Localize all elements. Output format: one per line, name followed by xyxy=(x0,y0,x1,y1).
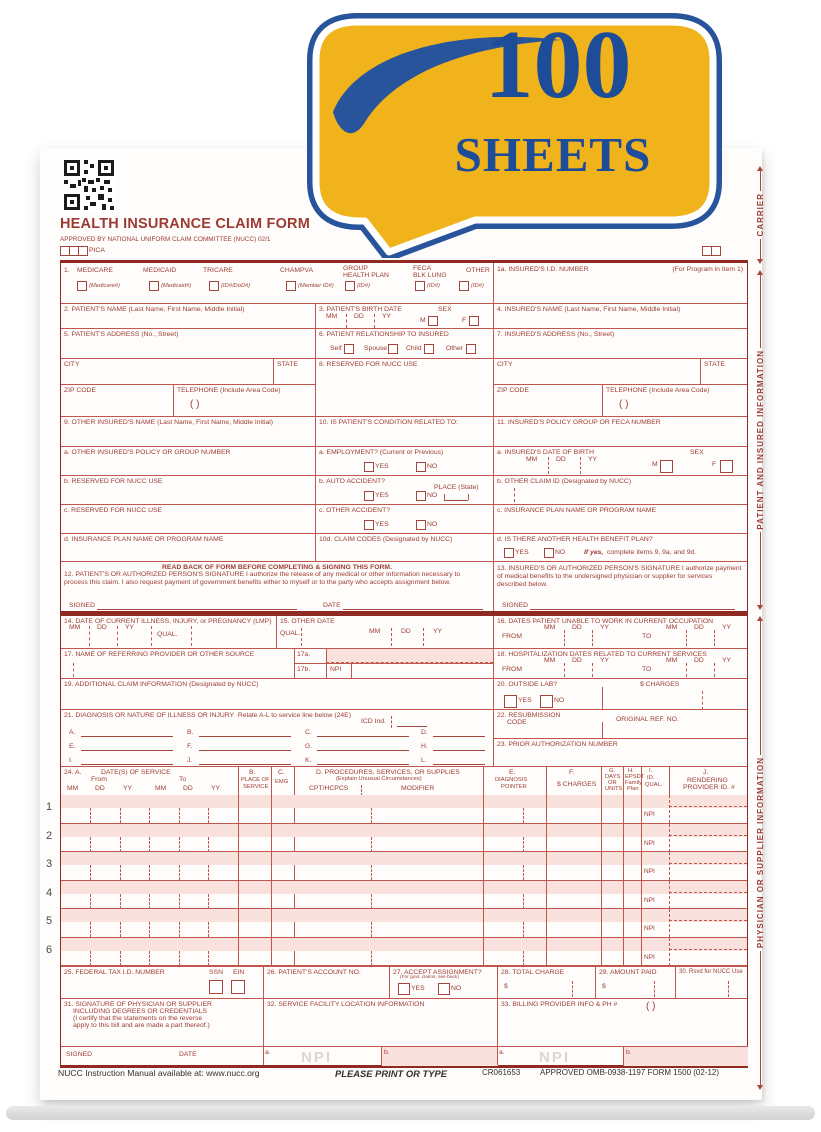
another-plan-yes-checkbox[interactable] xyxy=(504,548,514,558)
box-17b-npi[interactable]: NPI xyxy=(326,663,493,678)
service-row-shade xyxy=(61,824,747,837)
assignment-yes-checkbox[interactable] xyxy=(398,983,410,995)
telephone-field-left[interactable]: TELEPHONE (Include Area Code) ( ) xyxy=(173,384,315,416)
carrier-strip xyxy=(751,166,769,264)
box-26-patient-account[interactable]: 26. PATIENT'S ACCOUNT NO. xyxy=(263,966,389,998)
rel-self-checkbox[interactable] xyxy=(344,344,354,354)
sex-f-checkbox[interactable] xyxy=(469,316,479,326)
service-row-shade xyxy=(61,881,747,894)
insured-signature-line[interactable] xyxy=(530,609,735,610)
npi-label: NPI xyxy=(644,811,655,818)
box-11a-insured-birth: a. INSURED'S DATE OF BIRTH MM DD YY SEX M F xyxy=(493,446,747,475)
box-8-reserved: 8. RESERVED FOR NUCC USE xyxy=(315,358,493,416)
box-14-current-illness-date: 14. DATE OF CURRENT ILLNESS, INJURY, or PREGNANCY (LMP) MM DD YY QUAL. xyxy=(61,616,276,648)
box-22-resubmission[interactable]: 22. RESUBMISSION CODE ORIGINAL REF. NO. xyxy=(493,709,747,738)
npi-label: NPI xyxy=(644,953,655,961)
box-9d-plan-name[interactable]: d. INSURANCE PLAN NAME OR PROGRAM NAME xyxy=(61,533,315,561)
dx-line-a[interactable] xyxy=(81,736,173,737)
service-line-row[interactable] xyxy=(46,909,747,938)
service-row-number: 3 xyxy=(46,858,53,870)
service-line-row[interactable] xyxy=(46,795,747,824)
footer-manual: NUCC Instruction Manual available at: www.nucc.org xyxy=(58,1068,260,1078)
dx-line-c[interactable] xyxy=(317,736,409,737)
sex-m-checkbox[interactable] xyxy=(428,316,438,326)
medicare-checkbox[interactable] xyxy=(77,281,87,291)
rel-child-checkbox[interactable] xyxy=(424,344,434,354)
city-field-left[interactable]: CITY xyxy=(61,358,273,384)
box-15-other-date: 15. OTHER DATE QUAL. MM DD YY xyxy=(276,616,493,648)
outside-lab-no-checkbox[interactable] xyxy=(540,695,553,708)
box-9c-reserved: c. RESERVED FOR NUCC USE xyxy=(61,504,315,533)
box-9b-reserved: b. RESERVED FOR NUCC USE xyxy=(61,475,315,504)
other-insurance-checkbox[interactable] xyxy=(459,281,469,291)
box-10b-auto-accident: b. AUTO ACCIDENT? PLACE (State) YES NO xyxy=(315,475,493,504)
employment-no-checkbox[interactable] xyxy=(416,462,426,472)
physician-supplier-strip xyxy=(751,616,769,1090)
claim-form-sheet xyxy=(40,148,762,1100)
box-4-insured-name[interactable]: 4. INSURED'S NAME (Last Name, First Name, Middle Initial) xyxy=(493,303,747,328)
box-11c-plan-name[interactable]: c. INSURANCE PLAN NAME OR PROGRAM NAME xyxy=(493,504,747,533)
claim-form-grid xyxy=(46,260,748,1068)
footer-print-or-type: PLEASE PRINT OR TYPE xyxy=(335,1068,447,1079)
patient-signature-line[interactable] xyxy=(97,609,297,610)
npi-watermark: NPI xyxy=(539,1049,571,1066)
dx-line-f[interactable] xyxy=(199,750,291,751)
box-5-patient-address[interactable]: 5. PATIENT'S ADDRESS (No., Street) xyxy=(61,328,315,358)
dx-line-g[interactable] xyxy=(317,750,409,751)
service-row-number: 6 xyxy=(46,943,53,956)
box-18-hospitalization-dates: 18. HOSPITALIZATION DATES RELATED TO CURRENT SERVICES MM DD YY MM DD YY FROM TO xyxy=(493,648,747,678)
npi-label: NPI xyxy=(644,839,655,847)
footer-approved: APPROVED OMB-0938-1197 FORM 1500 (02-12) xyxy=(540,1068,720,1077)
box-27-accept-assignment: 27. ACCEPT ASSIGNMENT? (For govt. claims, see back) YES NO xyxy=(389,966,497,998)
patient-insured-label: PATIENT AND INSURED INFORMATION xyxy=(755,350,765,530)
approved-line: APPROVED BY NATIONAL UNIFORM CLAIM COMMITTEE (NUCC) 02/1 xyxy=(60,236,271,243)
carrier-label: CARRIER xyxy=(755,193,765,237)
pica-checkbox[interactable] xyxy=(78,246,88,256)
dx-line-i[interactable] xyxy=(81,764,173,765)
box-12-patient-signature: READ BACK OF FORM BEFORE COMPLETING & SIGNING THIS FORM. 12. PATIENT'S OR AUTHORIZED PERSON'S SIGNATURE I authorize the release of any medical or other information necessary to process this claim. I also request payment of government benefits either to myself or to the party who accepts assignment below. SIGNED DATE xyxy=(61,561,493,611)
auto-accident-no-checkbox[interactable] xyxy=(416,491,426,501)
box-33a-npi[interactable]: a. NPI xyxy=(497,1046,623,1066)
box-21-diagnosis: 21. DIAGNOSIS OR NATURE OF ILLNESS OR INJURY Relate A-L to service line below (24E) ICD Ind. A. B. C. D. E. F. G. H. I. J. K. L. xyxy=(61,709,493,766)
box-9-other-insured-name[interactable]: 9. OTHER INSURED'S NAME (Last Name, First Name, Middle Initial) xyxy=(61,416,315,446)
npi-watermark: NPI xyxy=(301,1049,333,1066)
box-11b-other-claim-id[interactable]: b. OTHER CLAIM ID (Designated by NUCC) xyxy=(493,475,747,504)
badge-unit: SHEETS xyxy=(454,127,652,182)
service-row-number: 2 xyxy=(46,829,53,842)
box-23-prior-authorization[interactable]: 23. PRIOR AUTHORIZATION NUMBER xyxy=(493,738,747,766)
service-row-number: 1 xyxy=(46,801,53,813)
rel-spouse-checkbox[interactable] xyxy=(388,344,398,354)
box-17b-field: 17b. xyxy=(294,663,326,678)
sheet-count-badge xyxy=(303,0,750,258)
box-10c-other-accident: c. OTHER ACCIDENT? YES NO xyxy=(315,504,493,533)
arrow-down-icon xyxy=(757,605,763,610)
qr-code xyxy=(62,158,116,212)
state-field-right[interactable]: STATE xyxy=(700,358,747,384)
ssn-checkbox[interactable] xyxy=(209,980,223,994)
physician-supplier-label: PHYSICIAN OR SUPPLIER INFORMATION xyxy=(755,757,765,949)
box-29-amount-paid[interactable]: 29. AMOUNT PAID $ xyxy=(595,966,675,998)
box-7-insured-address[interactable]: 7. INSURED'S ADDRESS (No., Street) xyxy=(493,328,747,358)
box-19-additional-claim-info[interactable]: 19. ADDITIONAL CLAIM INFORMATION (Designated by NUCC) xyxy=(61,678,493,709)
box-16-unable-to-work: 16. DATES PATIENT UNABLE TO WORK IN CURRENT OCCUPATION MM DD YY MM DD YY FROM TO xyxy=(493,616,747,648)
rel-other-checkbox[interactable] xyxy=(466,344,476,354)
service-line-row[interactable] xyxy=(46,881,747,910)
dx-line-h[interactable] xyxy=(433,750,485,751)
box-28-total-charge[interactable]: 28. TOTAL CHARGE $ xyxy=(497,966,595,998)
box-1a-insured-id[interactable]: 1a. INSURED'S I.D. NUMBER (For Program in Item 1) xyxy=(493,263,747,303)
box-32-service-facility: 32. SERVICE FACILITY LOCATION INFORMATION a. NPI b. xyxy=(263,998,497,1065)
box-10a-employment: a. EMPLOYMENT? (Current or Previous) YES NO xyxy=(315,446,493,475)
box-11-policy-group[interactable]: 11. INSURED'S POLICY GROUP OR FECA NUMBER xyxy=(493,416,747,446)
service-row-shade xyxy=(61,909,747,922)
group-health-plan-checkbox[interactable] xyxy=(345,281,355,291)
box-20-outside-lab: 20. OUTSIDE LAB? $ CHARGES YES NO xyxy=(493,678,747,709)
box-10d-claim-codes[interactable]: 10d. CLAIM CODES (Designated by NUCC) xyxy=(315,533,493,561)
box-24-header: 24. A. DATE(S) OF SERVICE From To MM DD YY MM DD YY B. PLACE OF SERVICE C. EMG D. PROCEDURES, SERVICES, OR SUPPLIES (Explain Unusual Circumstances) CPT/HCPCS MODIFIER E. DIAGNOSIS POINTER F. $ CHARGES G. DAYS OR UNITS H. EPSDT Family Plan I. ID. QUAL. J. RENDERING PROVIDER ID. # xyxy=(61,766,747,795)
box-33-billing-provider: 33. BILLING PROVIDER INFO & PH # ( ) a. NPI b. xyxy=(497,998,747,1065)
insured-sex-m-checkbox[interactable] xyxy=(660,460,673,473)
form-title: HEALTH INSURANCE CLAIM FORM xyxy=(60,216,311,232)
npi-label: NPI xyxy=(644,925,655,932)
tricare-checkbox[interactable] xyxy=(209,281,219,291)
telephone-field-right[interactable]: TELEPHONE (Include Area Code) ( ) xyxy=(602,384,747,416)
service-row-number: 4 xyxy=(46,886,53,899)
service-row-number: 5 xyxy=(46,915,53,927)
box-9a-policy-number[interactable]: a. OTHER INSURED'S POLICY OR GROUP NUMBER xyxy=(61,446,315,475)
box-31-physician-signature: 31. SIGNATURE OF PHYSICIAN OR SUPPLIER INCLUDING DEGREES OR CREDENTIALS (I certify that the statements on the reverse apply to this bill and are made a part thereof.) SIGNED DATE xyxy=(61,998,263,1065)
employment-yes-checkbox[interactable] xyxy=(364,462,374,472)
box-6-relationship: 6. PATIENT RELATIONSHIP TO INSURED Self Spouse Child Other xyxy=(315,328,493,358)
box-32a-npi[interactable]: a. NPI xyxy=(263,1046,381,1066)
patient-signature-date-line[interactable] xyxy=(343,609,483,610)
arrow-down-icon xyxy=(757,1085,763,1090)
dx-line-j[interactable] xyxy=(199,764,291,765)
other-accident-yes-checkbox[interactable] xyxy=(364,520,374,530)
feca-checkbox[interactable] xyxy=(415,281,425,291)
auto-accident-yes-checkbox[interactable] xyxy=(364,491,374,501)
dx-line-l[interactable] xyxy=(433,764,485,765)
box-17-referring-provider[interactable]: 17. NAME OF REFERRING PROVIDER OR OTHER SOURCE xyxy=(61,648,294,678)
box-17a-value[interactable] xyxy=(326,648,493,663)
other-accident-no-checkbox[interactable] xyxy=(416,520,426,530)
npi-label: NPI xyxy=(644,868,655,875)
dx-line-d[interactable] xyxy=(433,736,485,737)
assignment-no-checkbox[interactable] xyxy=(438,983,450,995)
badge-count: 100 xyxy=(484,11,632,119)
box-25-federal-tax-id: 25. FEDERAL TAX I.D. NUMBER SSN EIN xyxy=(61,966,263,998)
service-line-row[interactable] xyxy=(46,938,747,967)
dx-line-b[interactable] xyxy=(199,736,291,737)
footer-code: CR061653 xyxy=(482,1068,521,1077)
box-10-condition-related: 10. IS PATIENT'S CONDITION RELATED TO: xyxy=(315,416,493,446)
patient-insured-strip xyxy=(751,270,769,610)
box-11d-another-plan: d. IS THERE ANOTHER HEALTH BENEFIT PLAN? YES NO If yes, complete items 9, 9a, and 9d. xyxy=(493,533,747,561)
box-17a-field: 17a. xyxy=(294,648,326,663)
service-line-row[interactable] xyxy=(46,824,747,853)
service-rows xyxy=(46,795,747,966)
ein-checkbox[interactable] xyxy=(231,980,245,994)
box-33b-field[interactable]: b. xyxy=(623,1046,748,1066)
dx-line-k[interactable] xyxy=(317,764,409,765)
another-plan-no-checkbox[interactable] xyxy=(544,548,554,558)
pica-label: PICA xyxy=(89,247,105,254)
insured-sex-f-checkbox[interactable] xyxy=(720,460,733,473)
photo-shadow xyxy=(6,1106,815,1120)
outside-lab-yes-checkbox[interactable] xyxy=(504,695,517,708)
service-row-shade xyxy=(61,795,747,808)
box-1-insurance-type: 1. MEDICARE (Medicare#) MEDICAID (Medicaid#) TRICARE (ID#/DoD#) CHAMPVA (Member ID#) GROUP HEALTH PLAN (ID#) FECA BLK LUNG (ID#) OTHER (ID#) xyxy=(64,265,490,289)
box-30-rsvd-nucc: 30. Rsvd for NUCC Use xyxy=(675,966,747,998)
service-row-shade xyxy=(61,852,747,865)
medicaid-checkbox[interactable] xyxy=(149,281,159,291)
box-2-patient-name[interactable]: 2. PATIENT'S NAME (Last Name, First Name, Middle Initial) xyxy=(61,303,315,328)
box-3-birth-date[interactable]: 3. PATIENT'S BIRTH DATE MM DD YY SEX M F xyxy=(315,303,493,328)
box-32b-field[interactable]: b. xyxy=(381,1046,498,1066)
champva-checkbox[interactable] xyxy=(286,281,296,291)
zip-field-left[interactable]: ZIP CODE xyxy=(61,384,173,416)
service-row-shade xyxy=(61,938,747,951)
zip-field-right[interactable]: ZIP CODE xyxy=(493,384,602,416)
city-field-right[interactable]: CITY xyxy=(493,358,700,384)
service-line-row[interactable] xyxy=(46,852,747,881)
box-13-insured-signature: 13. INSURED'S OR AUTHORIZED PERSON'S SIGNATURE I authorize payment of medical benefits to the undersigned physician or supplier for services described below. SIGNED xyxy=(493,561,747,611)
dx-line-e[interactable] xyxy=(81,750,173,751)
arrow-down-icon xyxy=(757,259,763,264)
npi-label: NPI xyxy=(644,896,655,904)
state-field-left[interactable]: STATE xyxy=(273,358,315,384)
